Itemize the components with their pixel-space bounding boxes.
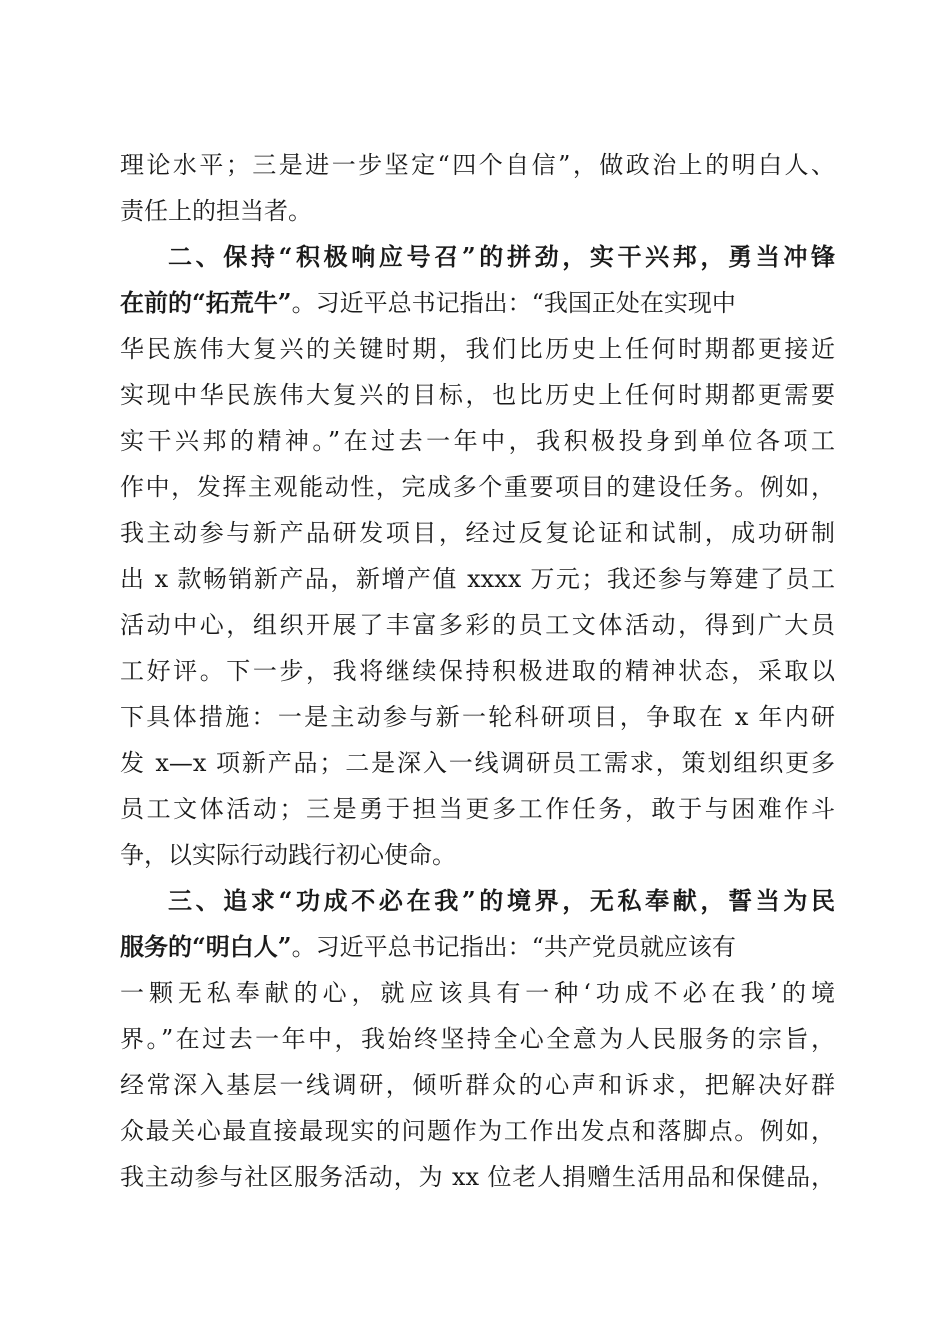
text-span: 。习近平总书记指出：“我国正处在实现中 bbox=[291, 289, 736, 317]
section-heading-2-end: 在前的“拓荒牛” bbox=[120, 288, 292, 317]
text-line: 发 x—x 项新产品；二是深入一线调研员工需求，策划组织更多 bbox=[120, 749, 835, 777]
text-line: 争，以实际行动践行初心使命。 bbox=[120, 841, 456, 869]
text-line: 出 x 款畅销新产品，新增产值 xxxx 万元；我还参与筹建了员工 bbox=[120, 565, 835, 593]
text-line: 一颗无私奉献的心，就应该具有一种‘功成不必在我’的境 bbox=[120, 979, 835, 1007]
text-line: 众最关心最直接最现实的问题作为工作出发点和落脚点。例如， bbox=[120, 1117, 835, 1145]
section-heading-3: 三、追求“功成不必在我”的境界，无私奉献，誓当为民 bbox=[168, 886, 835, 915]
section-heading-2: 二、保持“积极响应号召”的拼劲，实干兴邦，勇当冲锋 bbox=[168, 242, 835, 271]
text-line: 活动中心，组织开展了丰富多彩的员工文体活动，得到广大员 bbox=[120, 611, 835, 639]
text-line: 经常深入基层一线调研，倾听群众的心声和诉求，把解决好群 bbox=[120, 1071, 835, 1099]
text-line: 界。”在过去一年中，我始终坚持全心全意为人民服务的宗旨， bbox=[120, 1025, 835, 1053]
text-line: 华民族伟大复兴的关键时期，我们比历史上任何时期都更接近 bbox=[120, 335, 835, 363]
text-line bbox=[120, 924, 835, 970]
text-line: 实现中华民族伟大复兴的目标，也比历史上任何时期都更需要 bbox=[120, 381, 835, 409]
text-line: 下具体措施：一是主动参与新一轮科研项目，争取在 x 年内研 bbox=[120, 703, 835, 731]
text-line: 作中，发挥主观能动性，完成多个重要项目的建设任务。例如， bbox=[120, 473, 835, 501]
text-line: 工好评。下一步，我将继续保持积极进取的精神状态，采取以 bbox=[120, 657, 835, 685]
text-line: 责任上的担当者。 bbox=[120, 197, 312, 225]
text-span: 。习近平总书记指出：“共产党员就应该有 bbox=[291, 933, 736, 961]
text-line: 我主动参与新产品研发项目，经过反复论证和试制，成功研制 bbox=[120, 519, 835, 547]
text-line: 实干兴邦的精神。”在过去一年中，我积极投身到单位各项工 bbox=[120, 427, 835, 455]
text-line: 员工文体活动；三是勇于担当更多工作任务，敢于与困难作斗 bbox=[120, 795, 835, 823]
section-heading-3-end: 服务的“明白人” bbox=[120, 932, 292, 961]
text-line: 理论水平；三是进一步坚定“四个自信”，做政治上的明白人、 bbox=[120, 151, 835, 179]
text-line bbox=[120, 280, 835, 326]
text-line: 我主动参与社区服务活动，为 xx 位老人捐赠生活用品和保健品， bbox=[120, 1163, 835, 1191]
